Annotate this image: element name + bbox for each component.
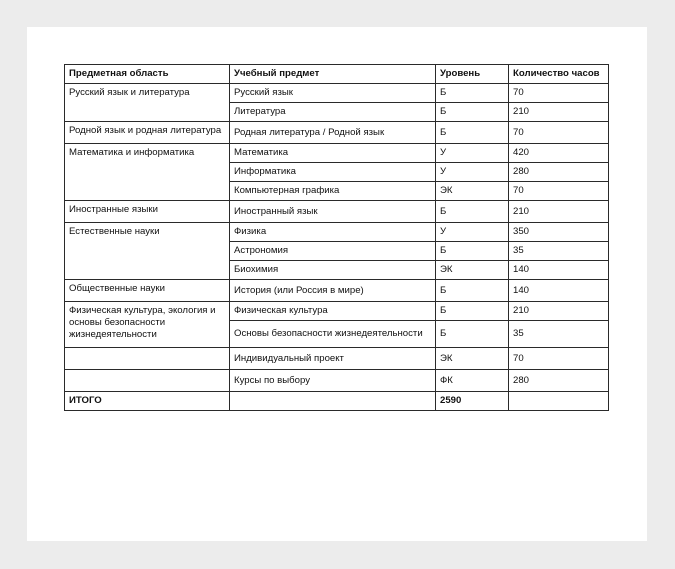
- header-hours: Количество часов: [509, 65, 609, 84]
- subject-area-cell: Математика и информатика: [65, 144, 230, 201]
- subject-area-cell: [65, 348, 230, 370]
- hours-cell: 70: [509, 122, 609, 144]
- table-row: [65, 348, 609, 370]
- subject-area-cell: Естественные науки: [65, 223, 230, 280]
- total-value: 2590: [436, 392, 509, 411]
- table-header-row: [65, 65, 609, 84]
- hours-cell: 70: [509, 84, 609, 103]
- subject-area-cell: Общественные науки: [65, 280, 230, 302]
- subject-area-cell: [65, 370, 230, 392]
- hours-cell: 140: [509, 261, 609, 280]
- hours-cell: 280: [509, 163, 609, 182]
- total-empty-cell: [509, 392, 609, 411]
- subject-cell: Индивидуальный проект: [230, 348, 436, 370]
- subject-cell: Физика: [230, 223, 436, 242]
- table-row: [65, 280, 609, 302]
- header-subject-area: Предметная область: [65, 65, 230, 84]
- total-label: ИТОГО: [65, 392, 230, 411]
- level-cell: У: [436, 223, 509, 242]
- level-cell: ЭК: [436, 261, 509, 280]
- hours-cell: 210: [509, 201, 609, 223]
- hours-cell: 210: [509, 103, 609, 122]
- subject-cell: Литература: [230, 103, 436, 122]
- subject-cell: Физическая культура: [230, 302, 436, 321]
- table-row: [65, 144, 609, 163]
- subject-cell: Родная литература / Родной язык: [230, 122, 436, 144]
- total-empty-cell: [230, 392, 436, 411]
- subject-cell: Основы безопасности жизнедеятельности: [230, 321, 436, 348]
- subject-cell: Русский язык: [230, 84, 436, 103]
- subject-area-cell: Родной язык и родная литература: [65, 122, 230, 144]
- level-cell: Б: [436, 242, 509, 261]
- header-subject: Учебный предмет: [230, 65, 436, 84]
- total-row: [65, 392, 609, 411]
- subject-cell: Математика: [230, 144, 436, 163]
- subject-cell: Курсы по выбору: [230, 370, 436, 392]
- table-row: [65, 122, 609, 144]
- level-cell: Б: [436, 280, 509, 302]
- subject-cell: История (или Россия в мире): [230, 280, 436, 302]
- table-row: [65, 84, 609, 103]
- subject-cell: Компьютерная графика: [230, 182, 436, 201]
- level-cell: Б: [436, 321, 509, 348]
- hours-cell: 35: [509, 242, 609, 261]
- hours-cell: 420: [509, 144, 609, 163]
- subject-cell: Биохимия: [230, 261, 436, 280]
- table-row: [65, 370, 609, 392]
- level-cell: У: [436, 163, 509, 182]
- document-page: [27, 27, 647, 541]
- hours-cell: 70: [509, 348, 609, 370]
- level-cell: Б: [436, 103, 509, 122]
- subject-cell: Астрономия: [230, 242, 436, 261]
- subject-area-cell: Русский язык и литература: [65, 84, 230, 122]
- header-level: Уровень: [436, 65, 509, 84]
- subject-area-cell: Иностранные языки: [65, 201, 230, 223]
- table-row: [65, 302, 609, 321]
- hours-cell: 35: [509, 321, 609, 348]
- level-cell: Б: [436, 201, 509, 223]
- hours-cell: 210: [509, 302, 609, 321]
- hours-cell: 70: [509, 182, 609, 201]
- level-cell: Б: [436, 84, 509, 103]
- table-row: [65, 201, 609, 223]
- subject-area-cell: Физическая культура, экология и основы безопасности жизнедеятельности: [65, 302, 230, 348]
- hours-cell: 350: [509, 223, 609, 242]
- level-cell: ФК: [436, 370, 509, 392]
- table-row: [65, 223, 609, 242]
- level-cell: Б: [436, 302, 509, 321]
- hours-cell: 280: [509, 370, 609, 392]
- level-cell: ЭК: [436, 182, 509, 201]
- hours-cell: 140: [509, 280, 609, 302]
- level-cell: ЭК: [436, 348, 509, 370]
- level-cell: Б: [436, 122, 509, 144]
- curriculum-table: [64, 64, 609, 411]
- subject-cell: Информатика: [230, 163, 436, 182]
- level-cell: У: [436, 144, 509, 163]
- subject-cell: Иностранный язык: [230, 201, 436, 223]
